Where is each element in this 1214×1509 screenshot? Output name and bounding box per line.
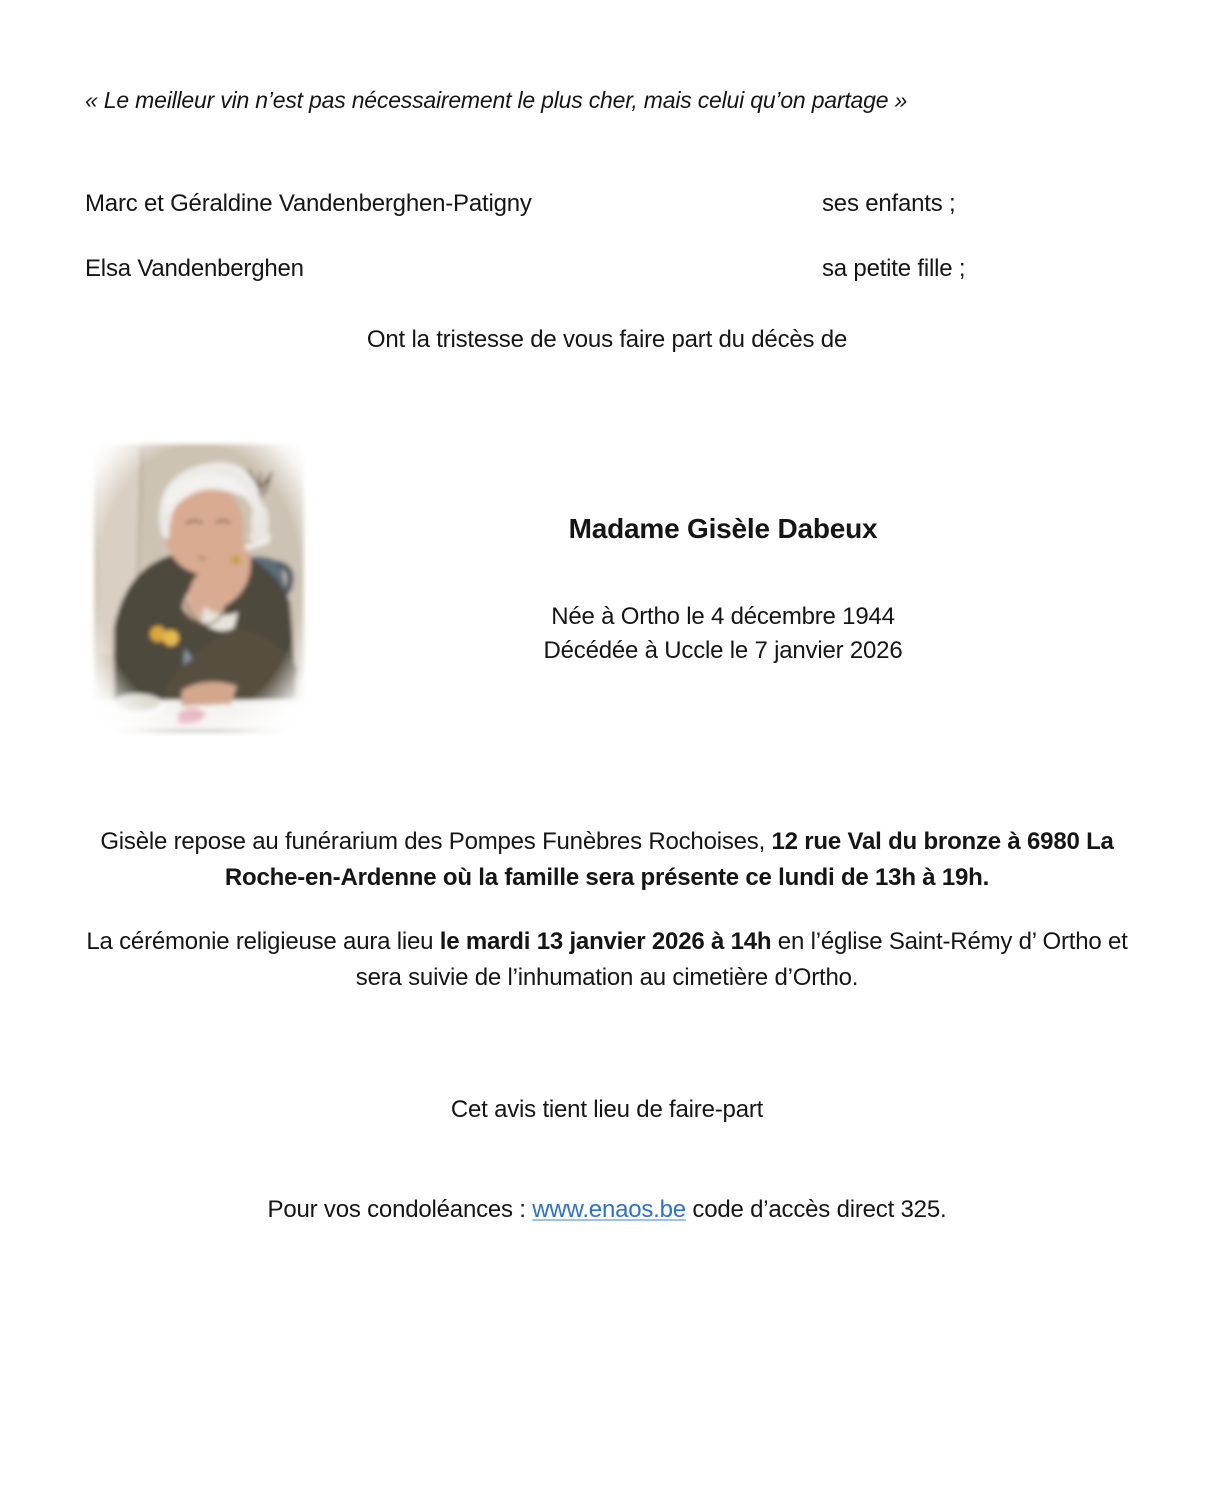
condolences-text-pre: Pour vos condoléances :	[267, 1196, 533, 1223]
ceremony-paragraph	[85, 924, 1129, 996]
repose-text: Gisèle repose au funérarium des Pompes Funèbres Rochoises,	[100, 828, 772, 855]
family-member-name: Elsa Vandenberghen	[85, 255, 304, 282]
condolences-line	[85, 1192, 1129, 1228]
repose-address-bold: 12 rue Val du bronze à 6980 La Roche-en-Ardenne où la famille sera présente ce lundi de 13h à 19h.	[224, 828, 1114, 891]
condolences-text-post: code d’accès direct 325.	[685, 1196, 947, 1223]
family-member-relation: ses enfants ;	[822, 190, 956, 217]
ceremony-date-bold: le mardi 13 janvier 2026 à 14h	[439, 928, 772, 955]
ceremony-text-post: en l’église Saint-Rémy d’ Ortho et sera suivie de l’inhumation au cimetière d’Ortho.	[355, 928, 1128, 991]
deceased-photo-illustration	[86, 436, 312, 736]
condolences-website-link[interactable]: www.enaos.be	[532, 1196, 686, 1223]
closing-notice: Cet avis tient lieu de faire-part	[450, 1096, 764, 1123]
ceremony-text-pre: La cérémonie religieuse aura lieu	[86, 928, 440, 955]
birth-line: Née à Ortho le 4 décembre 1944	[551, 603, 895, 630]
deceased-name-title: Madame Gisèle Dabeux	[568, 513, 878, 544]
death-line: Décédée à Uccle le 7 janvier 2026	[543, 637, 903, 664]
family-member-relation: sa petite fille ;	[822, 255, 966, 282]
repose-paragraph	[85, 824, 1129, 896]
announcement-line: Ont la tristesse de vous faire part du décès de	[366, 326, 848, 353]
deceased-identity-block	[312, 512, 1134, 668]
family-member-name: Marc et Géraldine Vandenberghen-Patigny	[85, 190, 532, 217]
deceased-photo	[86, 436, 312, 736]
opening-quote: « Le meilleur vin n’est pas nécessairement le plus cher, mais celui qu’on partage »	[85, 87, 908, 113]
